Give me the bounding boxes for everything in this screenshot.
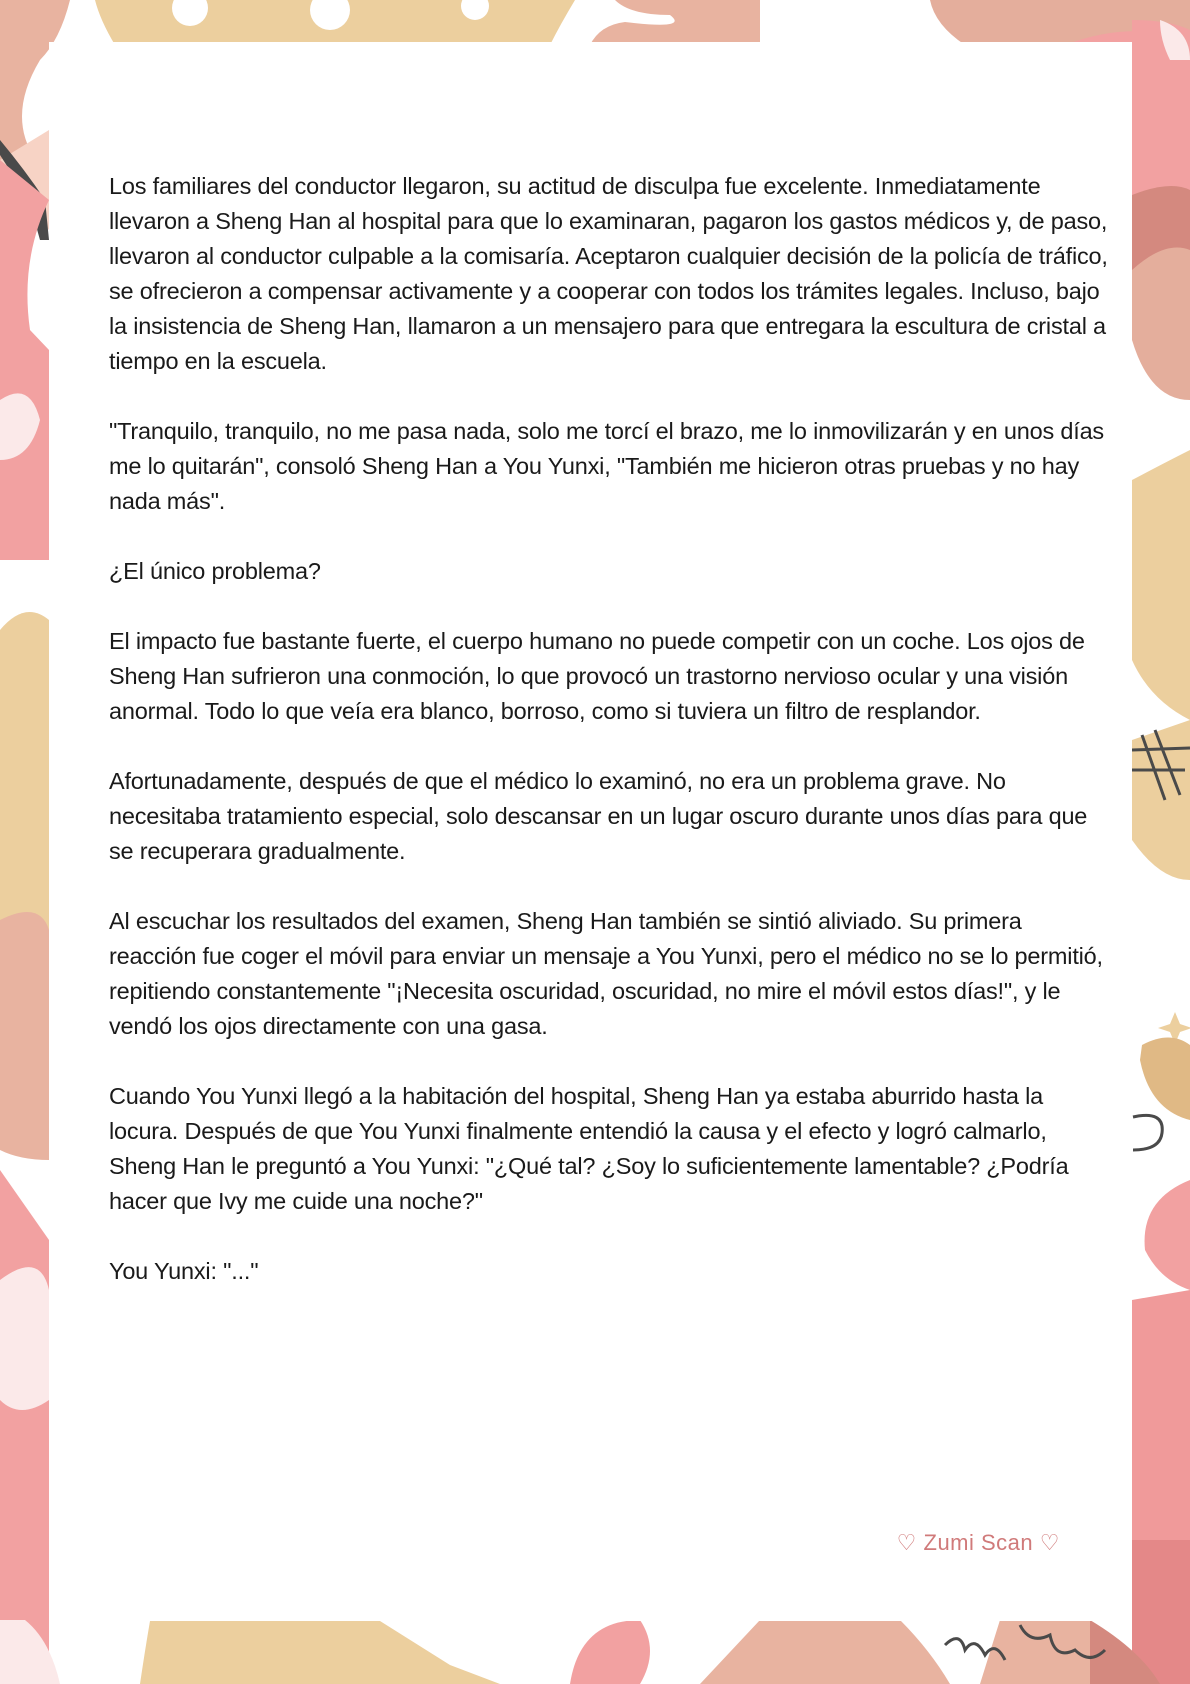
paragraph: Al escuchar los resultados del examen, Sheng Han también se sintió aliviado. Su primera reacción fue coger el móvil para enviar un mensaje a You Yunxi, pero el médico no se lo permitió, repitiendo constantemente "¡Necesita oscuridad, oscuridad, no mire el móvil estos días!", y le vendó los ojos directamente con una gasa. — [109, 908, 1103, 1039]
paragraph: Cuando You Yunxi llegó a la habitación del hospital, Sheng Han ya estaba aburrido hasta la locura. Después de que You Yunxi finalmente entendió la causa y el efecto y logró calmarlo, Sheng Han le preguntó a You Yunxi: "¿Qué tal? ¿Soy lo suficientemente lamentable? ¿Podría hacer que Ivy me cuide una noche?" — [109, 1083, 1069, 1214]
paragraph: ¿El único problema? — [109, 558, 321, 584]
paragraph: Los familiares del conductor llegaron, su actitud de disculpa fue excelente. Inmediatamente llevaron a Sheng Han al hospital para que lo examinaran, pagaron los gastos médicos y, de paso, llevaron al conductor culpable a la comisaría. Aceptaron cualquier decisión de la policía de tráfico, se ofrecieron a compensar activamente y a cooperar con todos los trámites legales. Incluso, bajo la insistencia de Sheng Han, llamaron a un mensajero para que entregara la escultura de cristal a tiempo en la escuela. — [109, 173, 1108, 374]
paragraph: You Yunxi: "..." — [109, 1258, 259, 1284]
chapter-text — [109, 169, 1109, 1324]
paragraph: "Tranquilo, tranquilo, no me pasa nada, solo me torcí el brazo, me lo inmovilizarán y en unos días me lo quitarán", consoló Sheng Han a You Yunxi, "También me hicieron otras pruebas y no hay nada más". — [109, 418, 1104, 514]
signature: ♡ Zumi Scan ♡ — [896, 1530, 1060, 1555]
page — [49, 42, 1132, 1621]
paragraph: El impacto fue bastante fuerte, el cuerpo humano no puede competir con un coche. Los ojos de Sheng Han sufrieron una conmoción, lo que provocó un trastorno nervioso ocular y una visión anormal. Todo lo que veía era blanco, borroso, como si tuviera un filtro de resplandor. — [109, 628, 1085, 724]
paragraph: Afortunadamente, después de que el médico lo examinó, no era un problema grave. No necesitaba tratamiento especial, solo descansar en un lugar oscuro durante unos días para que se recuperara gradualmente. — [109, 768, 1088, 864]
